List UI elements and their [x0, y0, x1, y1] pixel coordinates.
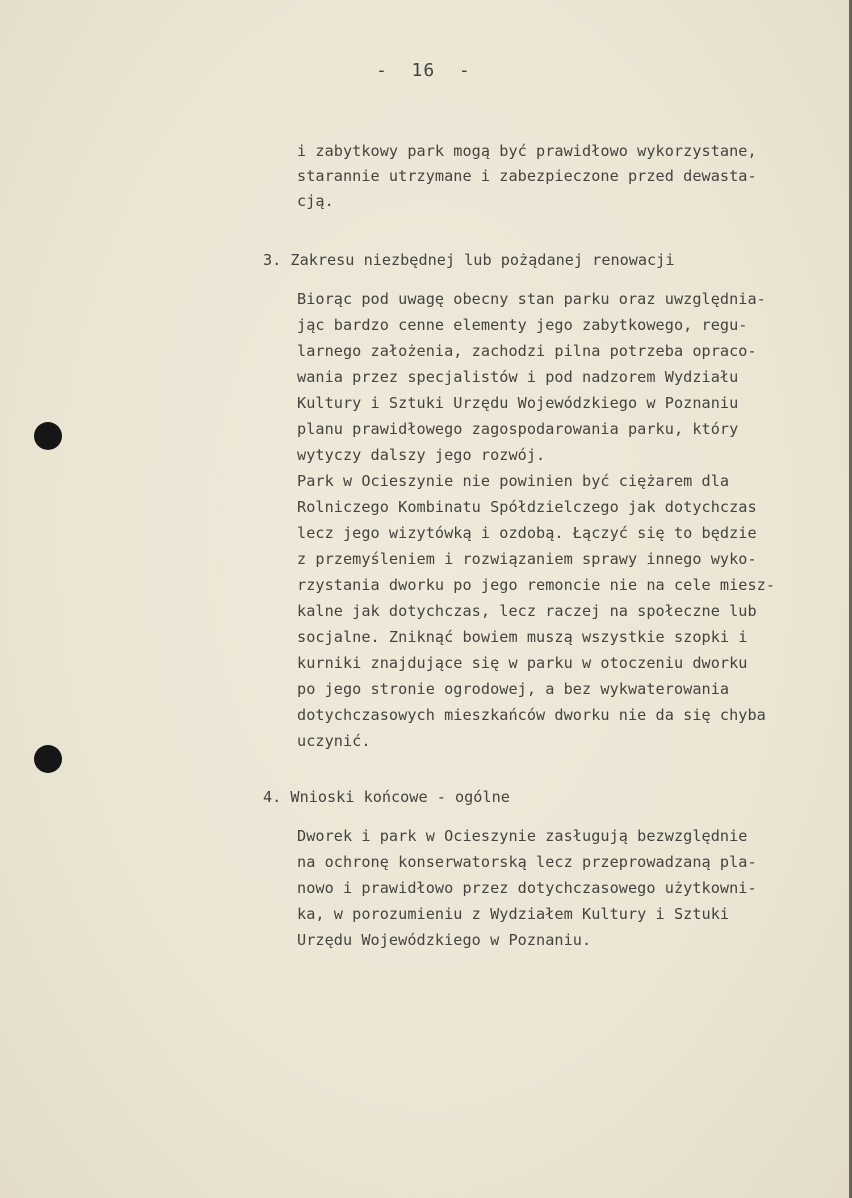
section-3-heading: 3. Zakresu niezbędnej lub pożądanej renowacji — [263, 251, 675, 269]
text-line: nowo i prawidłowo przez dotychczasowego użytkowni- — [297, 879, 757, 897]
text-line: kurniki znajdujące się w parku w otoczeniu dworku — [297, 654, 748, 672]
text-line: Kultury i Sztuki Urzędu Wojewódzkiego w Poznaniu — [297, 394, 739, 412]
text-line: po jego stronie ogrodowej, a bez wykwaterowania — [297, 680, 730, 698]
text-line: Biorąc pod uwagę obecny stan parku oraz uwzględnia- — [297, 290, 766, 308]
text-line: socjalne. Zniknąć bowiem muszą wszystkie szopki i — [297, 628, 748, 646]
text-line: rzystania dworku po jego remoncie nie na cele miesz- — [297, 576, 776, 594]
text-line: z przemyśleniem i rozwiązaniem sprawy innego wyko- — [297, 550, 757, 568]
text-line: planu prawidłowego zagospodarowania parku, który — [297, 420, 739, 438]
text-line: kalne jak dotychczas, lecz raczej na społeczne lub — [297, 602, 757, 620]
section-4-heading: 4. Wnioski końcowe - ogólne — [263, 788, 510, 806]
text-line: larnego założenia, zachodzi pilna potrzeba opraco- — [297, 342, 757, 360]
text-line: na ochronę konserwatorską lecz przeprowadzaną pla- — [297, 853, 757, 871]
punch-hole-icon — [34, 745, 62, 773]
text-line: dotychczasowych mieszkańców dworku nie da się chyba — [297, 706, 766, 724]
text-line: Park w Ocieszynie nie powinien być ciężarem dla — [297, 472, 730, 490]
text-line: starannie utrzymane i zabezpieczone przed dewasta- — [297, 167, 757, 185]
text-line: Dworek i park w Ocieszynie zasługują bezwzględnie — [297, 827, 748, 845]
text-line: lecz jego wizytówką i ozdobą. Łączyć się to będzie — [297, 524, 757, 542]
text-line: uczynić. — [297, 732, 371, 750]
text-line: Rolniczego Kombinatu Spółdzielczego jak dotychczas — [297, 498, 757, 516]
text-line: wytyczy dalszy jego rozwój. — [297, 446, 546, 464]
text-line: Urzędu Wojewódzkiego w Poznaniu. — [297, 931, 592, 949]
text-line: jąc bardzo cenne elementy jego zabytkowego, regu- — [297, 316, 748, 334]
punch-hole-icon — [34, 422, 62, 450]
text-line: i zabytkowy park mogą być prawidłowo wykorzystane, — [297, 142, 757, 160]
text-line: wania przez specjalistów i pod nadzorem Wydziału — [297, 368, 739, 386]
text-line: cją. — [297, 192, 334, 210]
page-number: - 16 - — [376, 60, 471, 81]
text-line: ka, w porozumieniu z Wydziałem Kultury i Sztuki — [297, 905, 730, 923]
